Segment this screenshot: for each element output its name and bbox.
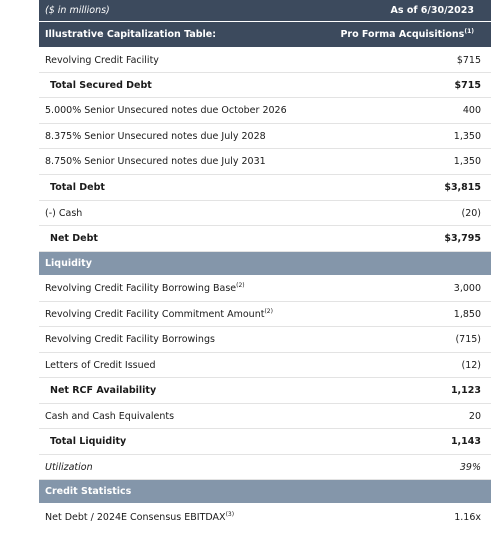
row-label: Total Secured Debt [50,79,152,91]
row-label: Total Debt [50,182,105,193]
section-title: Credit Statistics [45,486,132,497]
row-label: 8.750% Senior Unsecured notes due July 2031 [45,156,266,167]
table-row [39,201,491,226]
row-value: (12) [461,359,481,371]
row-label: Net Debt [50,233,98,244]
column-header-footnote: (1) [464,27,474,35]
row-value: 39% [459,461,481,473]
row-label: (-) Cash [45,207,83,219]
table-row-total [39,226,491,252]
row-value: 1,143 [450,436,481,447]
row-value: 400 [462,105,481,116]
row-value: 1.16x [454,511,481,523]
row-value: 1,123 [450,385,481,396]
row-value: 1,850 [453,308,481,320]
row-value: $715 [456,54,481,66]
table-row-total [39,378,491,404]
row-label-text: Revolving Credit Facility Commitment Amount [45,308,265,320]
row-value: $3,795 [444,233,481,244]
row-value: 3,000 [453,283,481,294]
row-label: Revolving Credit Facility [45,54,159,66]
row-label: Total Liquidity [50,436,127,447]
table-row-total [39,429,491,455]
table-row [39,48,491,73]
table-row [39,404,491,429]
table-row [39,327,491,353]
row-label: Utilization [45,461,93,473]
row-label: 5.000% Senior Unsecured notes due October 2026 [45,105,287,116]
footnote-marker: (2) [264,307,273,315]
table-row [39,455,491,480]
row-label: Net RCF Availability [50,385,157,396]
row-value: (715) [455,334,481,345]
header-row-columns [39,22,491,48]
row-label [39,309,371,320]
row-value: 1,350 [453,130,481,142]
section-header-liquidity [39,252,491,276]
as-of-date: As of 6/30/2023 [390,5,474,16]
row-label [39,283,371,294]
footnote-marker: (2) [236,281,245,289]
table-title: Illustrative Capitalization Table: [45,29,217,40]
units-label: ($ in millions) [45,5,110,16]
section-title: Liquidity [45,258,92,269]
section-header-credit-statistics [39,480,491,504]
row-label-text: Net Debt / 2024E Consensus EBITDAX [45,511,226,523]
row-value: 20 [468,410,481,422]
table-row [39,276,491,302]
capitalization-table [39,0,491,530]
row-label: Letters of Credit Issued [45,359,156,371]
row-label: Cash and Cash Equivalents [45,410,175,422]
table-row [39,504,491,530]
row-label [39,512,371,523]
row-value: (20) [461,207,481,219]
header-row-units [39,0,491,22]
table-row-total [39,175,491,201]
table-row [39,124,491,149]
table-row [39,302,491,327]
row-label: 8.375% Senior Unsecured notes due July 2028 [45,130,266,142]
table-row-total [39,73,491,98]
table-row [39,98,491,124]
row-label: Revolving Credit Facility Borrowings [45,334,215,345]
row-label-text: Revolving Credit Facility Borrowing Base [45,283,237,294]
row-value: $3,815 [444,182,481,193]
row-value: 1,350 [453,156,481,167]
table-row [39,353,491,378]
footnote-marker: (3) [225,510,235,518]
column-header [311,29,491,40]
table-row [39,149,491,175]
column-header-label: Pro Forma Acquisitions [340,29,465,40]
row-value: $715 [454,79,481,91]
